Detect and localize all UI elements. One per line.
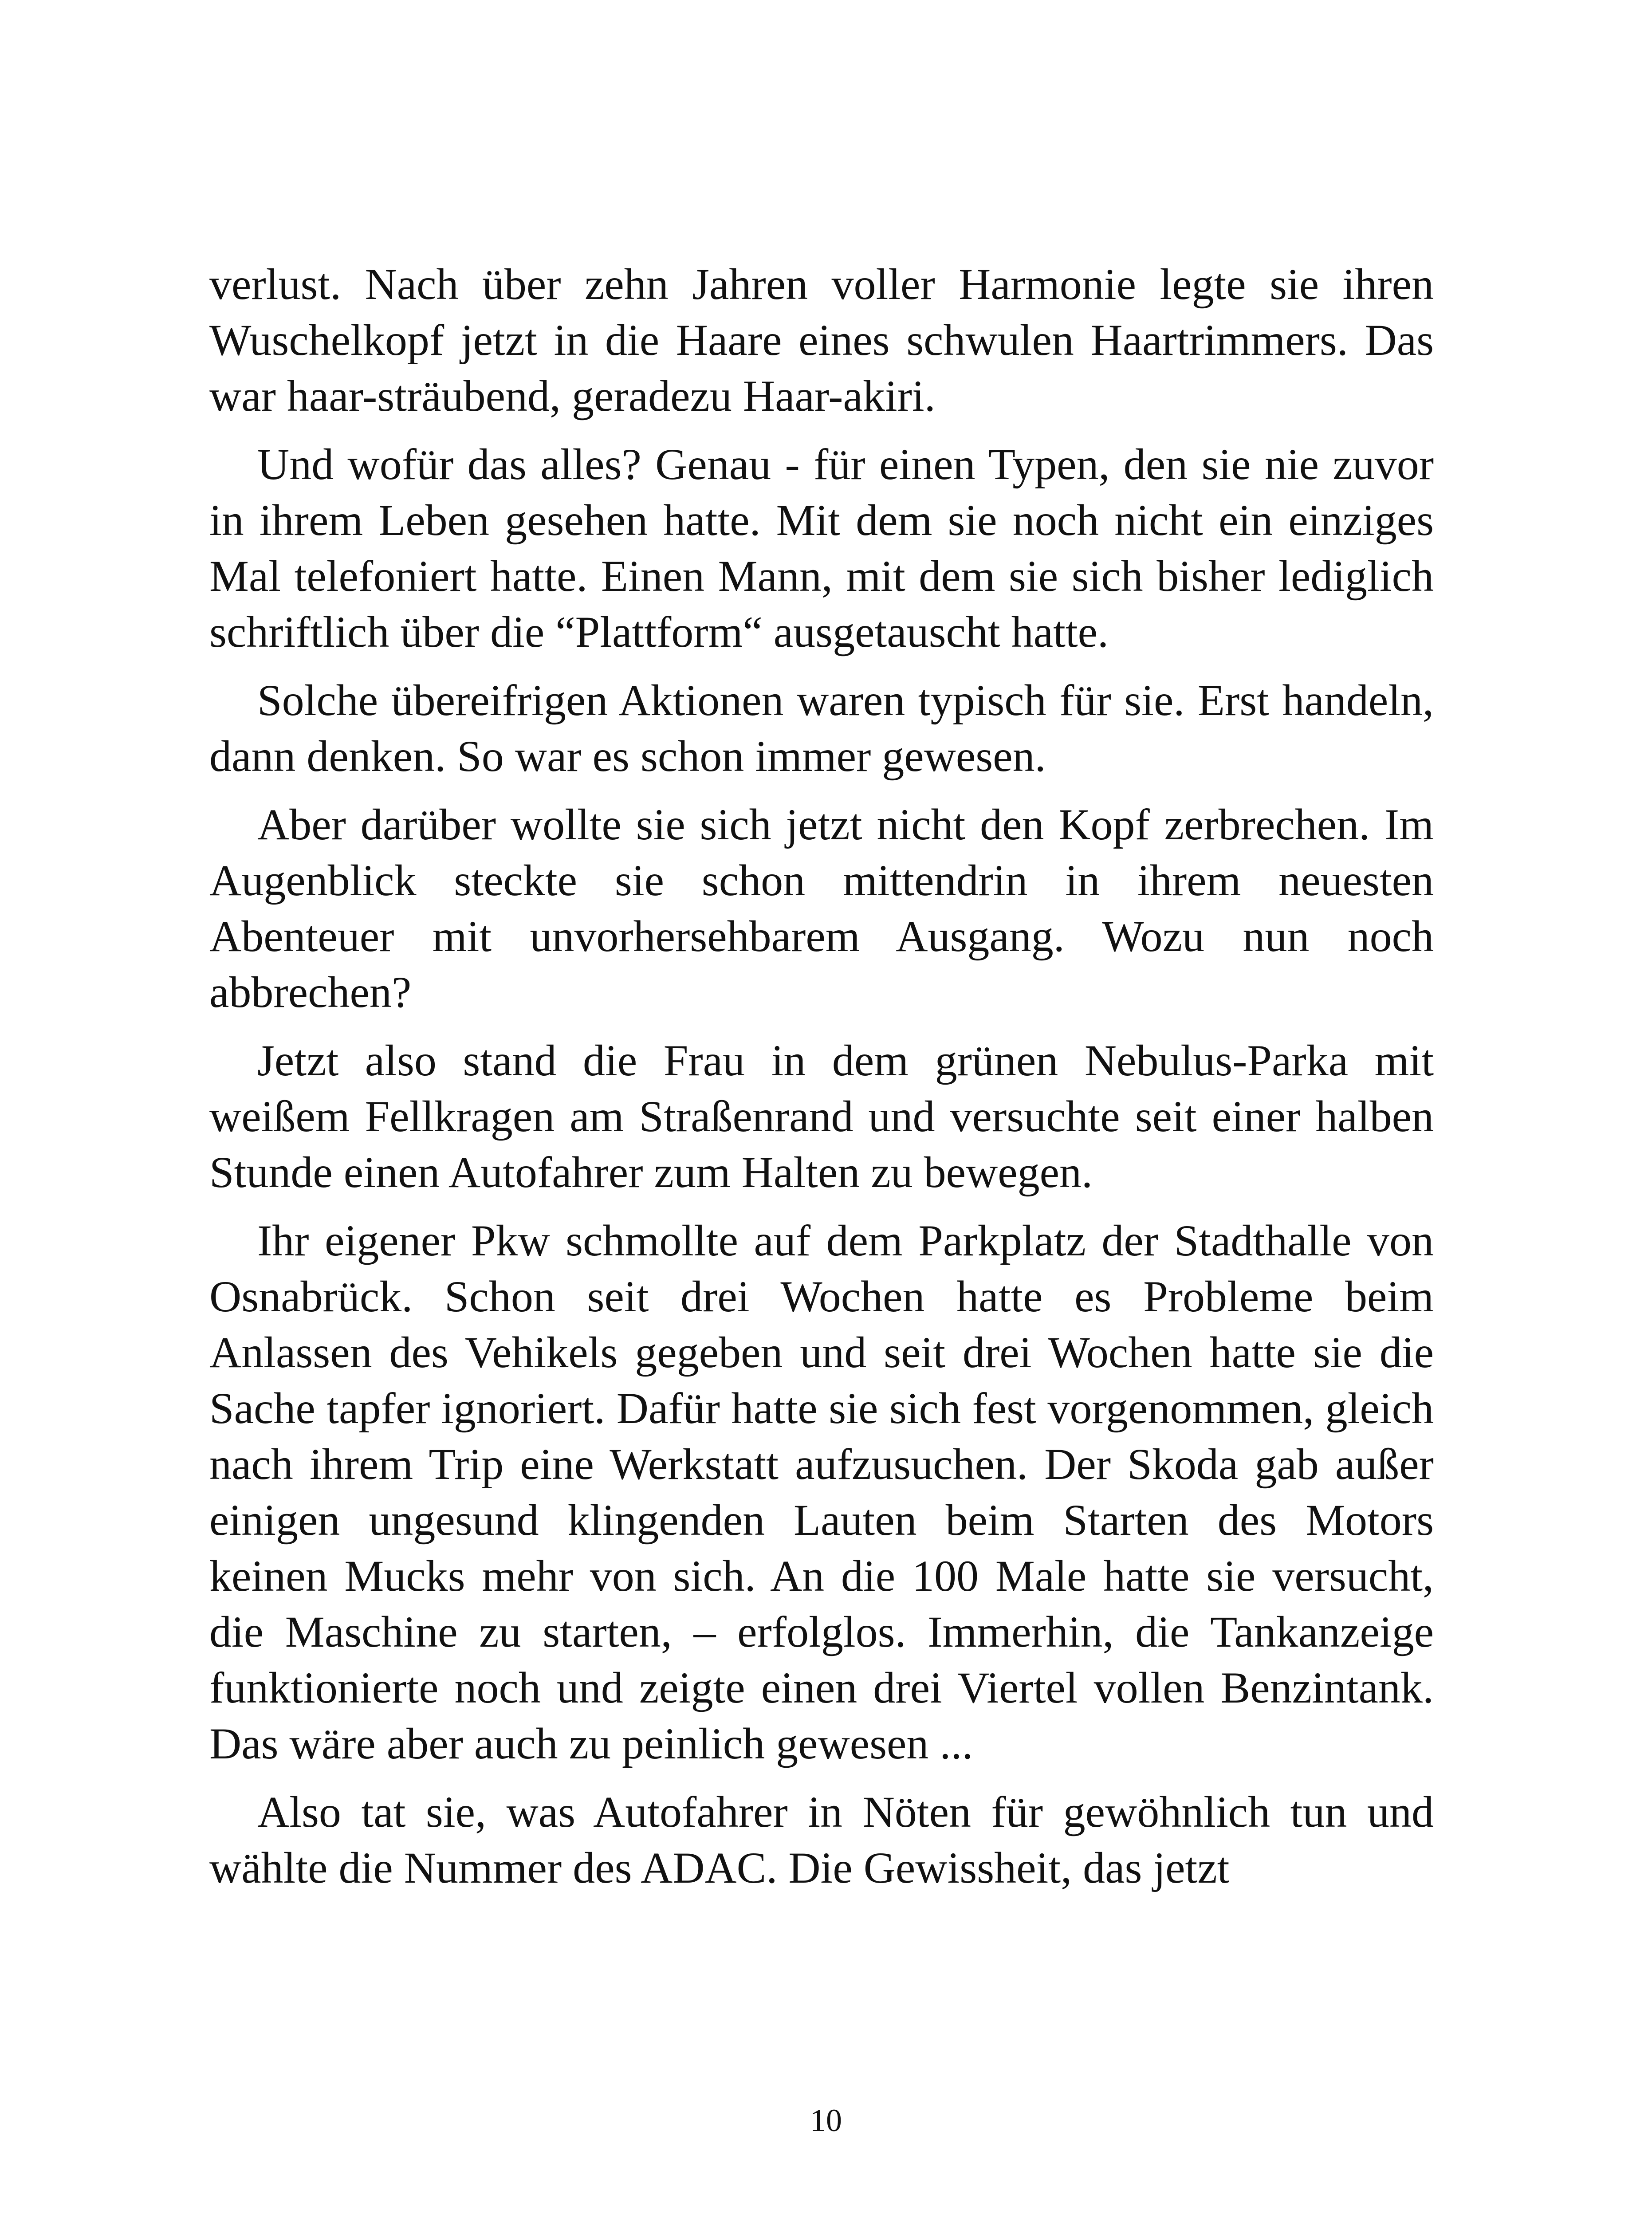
paragraph-4: Aber darüber wollte sie sich jetzt nicht den Kopf zerbrechen. Im Augenblick steckte sie schon mittendrin in ihrem neuesten Abenteuer mit unvorhersehbarem Ausgang. Wozu nun noch abbrechen? [209, 800, 1434, 1017]
paragraph-1: verlust. Nach über zehn Jahren voller Harmonie legte sie ihren Wuschelkopf jetzt in die Haare eines schwulen Haartrimmers. Das war haar-sträubend, geradezu Haar-akiri. [209, 260, 1434, 421]
paragraph-6: Ihr eigener Pkw schmollte auf dem Parkplatz der Stadthalle von Osnabrück. Schon seit drei Wochen hatte es Probleme beim Anlassen des Vehikels gegeben und seit drei Wochen hatte sie die Sache tapfer ignoriert. Dafür hatte sie sich fest vorgenommen, gleich nach ihrem Trip eine Werkstatt aufzusuchen. Der Skoda gab außer einigen ungesund klingenden Lauten beim Starten des Motors keinen Mucks mehr von sich. An die 100 Male hatte sie versucht, die Maschine zu starten, – erfolglos. Immerhin, die Tankanzeige funktionierte noch und zeigte einen drei Viertel vollen Benzintank. Das wäre aber auch zu peinlich gewesen ... [209, 1216, 1434, 1768]
paragraph-7: Also tat sie, was Autofahrer in Nöten für gewöhnlich tun und wählte die Nummer des ADAC. Die Gewissheit, das jetzt [209, 1787, 1434, 1892]
body-text [209, 256, 1434, 1908]
paragraph-5: Jetzt also stand die Frau in dem grünen Nebulus-Parka mit weißem Fellkragen am Straßenrand und versuchte seit einer halben Stunde einen Autofahrer zum Halten zu bewegen. [209, 1036, 1434, 1197]
page-number: 10 [810, 2103, 842, 2138]
paragraph-3: Solche übereifrigen Aktionen waren typisch für sie. Erst handeln, dann denken. So war es schon immer gewesen. [209, 676, 1434, 781]
paragraph-2: Und wofür das alles? Genau - für einen Typen, den sie nie zuvor in ihrem Leben gesehen hatte. Mit dem sie noch nicht ein einziges Mal telefoniert hatte. Einen Mann, mit dem sie sich bisher lediglich schriftlich über die “Plattform“ ausgetauscht hatte. [209, 440, 1434, 657]
